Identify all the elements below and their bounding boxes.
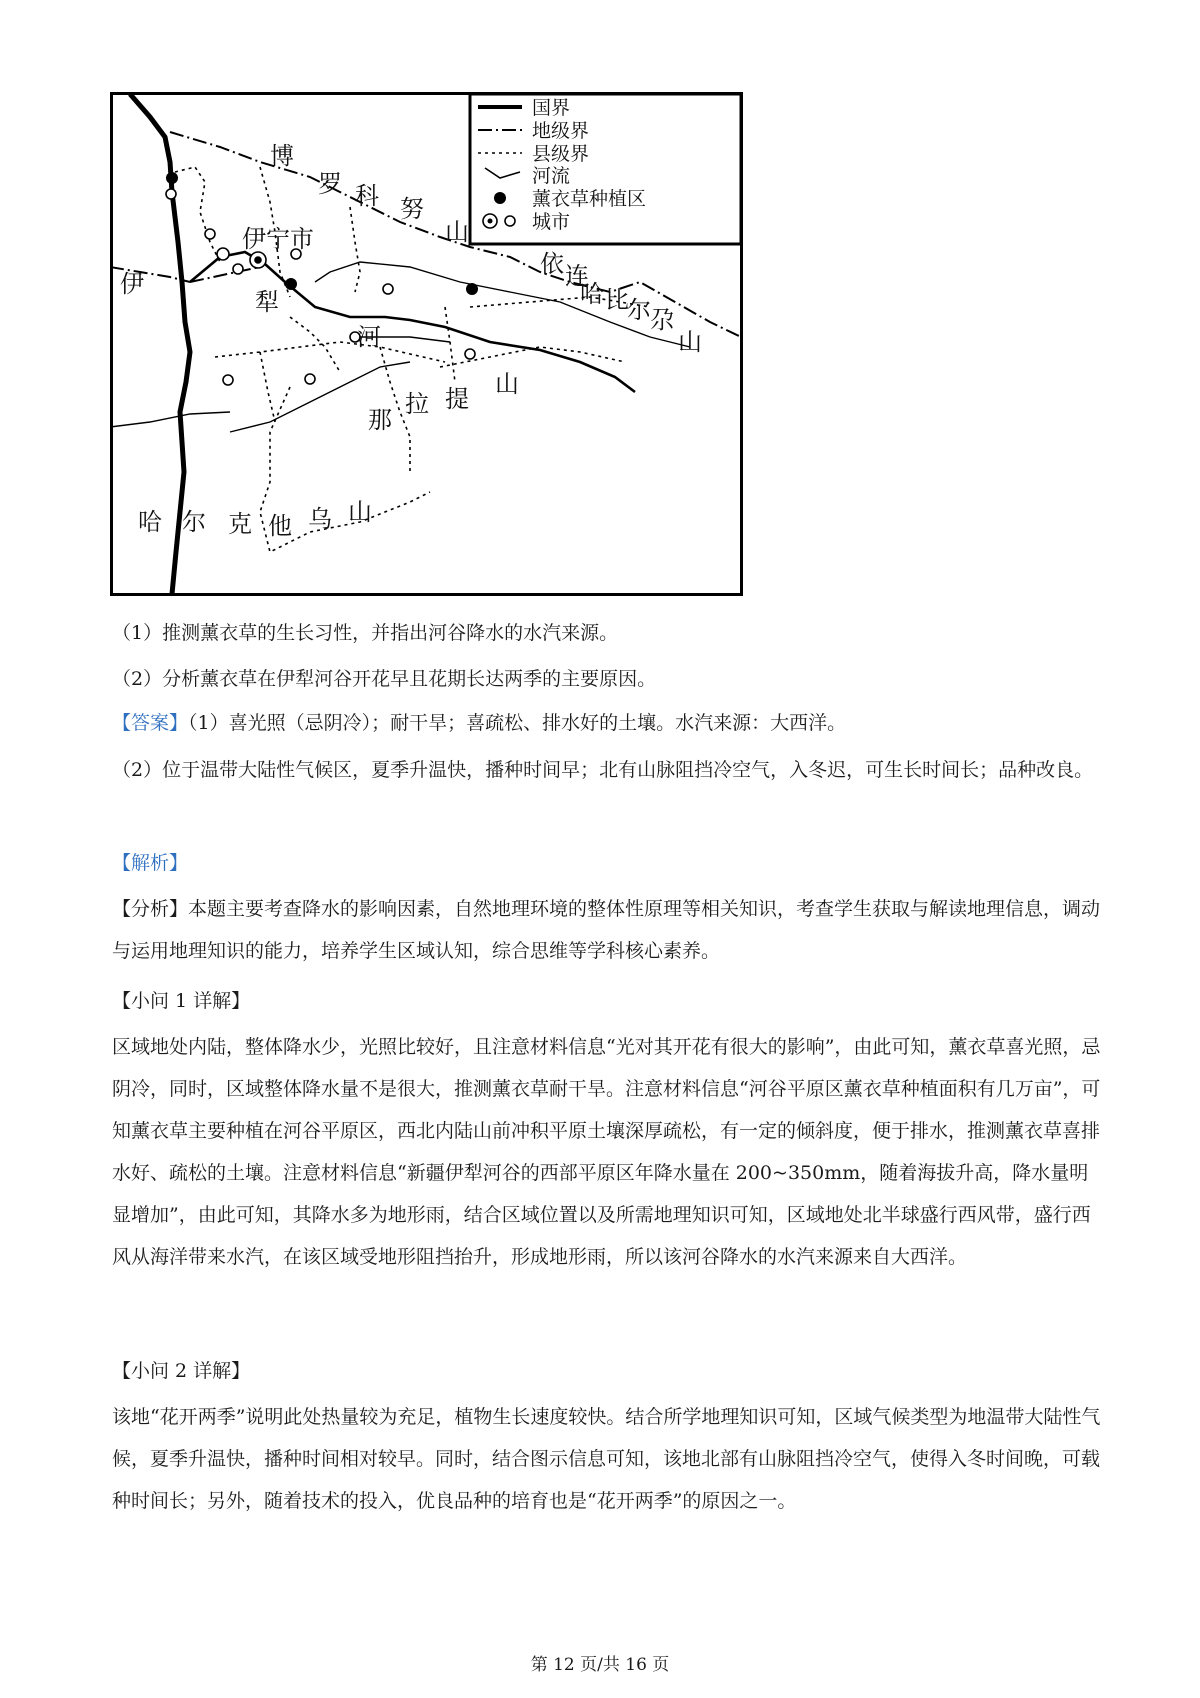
city-marker-prefecture-inner (255, 257, 261, 263)
question-1: （1）推测薰衣草的生长习性，并指出河谷降水的水汽来源。 (112, 622, 619, 644)
legend-lavender-area: 薰衣草种植区 (532, 188, 647, 210)
label-la: 拉 (405, 390, 429, 418)
label-shan-1: 山 (445, 218, 469, 246)
city-marker (166, 189, 176, 199)
lavender-area-dot (285, 278, 297, 290)
yili-valley-map (110, 92, 743, 596)
question-2: （2）分析薰衣草在伊犁河谷开花早且花期长达两季的主要原因。 (112, 668, 657, 690)
label-er-2: 尔 (182, 508, 206, 536)
subquestion-1-title: 【小问 1 详解】 (112, 990, 251, 1012)
city-marker (205, 229, 215, 239)
label-wu: 乌 (308, 505, 332, 533)
city-marker (383, 284, 393, 294)
map-figure (110, 92, 743, 596)
label-shan-4: 山 (348, 498, 372, 526)
analysis-tag: 【解析】 (112, 852, 189, 874)
label-ga: 尕 (650, 306, 674, 334)
answer-2: （2）位于温带大陆性气候区，夏季升温快，播种时间早；北有山脉阻挡冷空气，入冬迟，可生长时间长；品种改良。 (112, 759, 1094, 781)
subquestion-2-title: 【小问 2 详解】 (112, 1360, 251, 1382)
label-li-river: 犁 (255, 288, 279, 316)
city-marker (233, 264, 243, 274)
label-shan-2: 山 (678, 328, 702, 356)
legend-city: 城市 (532, 211, 571, 233)
label-yining-city: 伊宁市 (242, 225, 314, 253)
label-ta: 他 (268, 512, 292, 540)
city-marker (217, 248, 229, 260)
answer-1: （1）喜光照（忌阴冷）；耐干旱；喜疏松、排水好的土壤。水汽来源：大西洋。 (188, 712, 847, 734)
lavender-area-dot (166, 172, 178, 184)
label-ti: 提 (445, 385, 469, 413)
label-ke: 科 (355, 182, 379, 210)
lavender-area-dot (466, 283, 478, 295)
label-ha-2: 哈 (138, 508, 162, 536)
subquestion-1-detail: 区域地处内陆，整体降水少，光照比较好，且注意材料信息“光对其开花有很大的影响”，由此可知，薰衣草喜光照，忌阴冷，同时，区域整体降水量不是很大，推测薰衣草耐干旱。注意材料信息“河谷平原区薰衣草种植面积有几万亩”，可知薰衣草主要种植在河谷平原区，西北内陆山前冲积平原土壤深厚疏松，有一定的倾斜度，便于排水，推测薰衣草喜排水好、疏松的土壤。注意材料信息“新疆伊犁河谷的西部平原区年降水量在 200~350mm，随着海拔升高，降水量明显增加”，由此可知，其降水多为地形雨，结合区域位置以及所需地理知识可知，区域地处北半球盛行西风带，盛行西风从海洋带来水汽，在该区域受地形阻挡抬升，形成地形雨，所以该河谷降水的水汽来源来自大西洋。 (112, 1036, 1101, 1268)
city-marker (305, 374, 315, 384)
city-marker (465, 349, 475, 359)
label-yi-river: 伊 (120, 270, 144, 298)
answer-line-1 (112, 702, 1102, 744)
label-yi-mountain: 依 (540, 250, 564, 278)
answer-tag: 【答案】 (112, 712, 189, 734)
label-nu: 努 (400, 195, 424, 223)
legend-county-border: 县级界 (532, 143, 590, 165)
label-bo: 博 (270, 142, 294, 170)
label-luo: 罗 (318, 170, 342, 198)
label-bi: 比 (605, 286, 629, 314)
label-na: 那 (368, 406, 392, 434)
label-ha-1: 哈 (580, 280, 604, 308)
label-shan-3: 山 (495, 370, 519, 398)
label-lian: 连 (565, 262, 589, 290)
label-he-river: 河 (357, 323, 381, 351)
label-er-1: 尔 (627, 296, 651, 324)
legend (470, 94, 741, 244)
label-ke-2: 克 (228, 510, 252, 538)
legend-river: 河流 (532, 165, 571, 187)
city-marker (223, 375, 233, 385)
analysis-summary: 【分析】本题主要考查降水的影响因素，自然地理环境的整体性原理等相关知识，考查学生获取与解读地理信息，调动与运用地理知识的能力，培养学生区域认知，综合思维等学科核心素养。 (112, 898, 1101, 962)
subquestion-2-detail: 该地“花开两季”说明此处热量较为充足，植物生长速度较快。结合所学地理知识可知，区域气候类型为地温带大陆性气候，夏季升温快，播种时间相对较早。同时，结合图示信息可知，该地北部有山脉阻挡冷空气，使得入冬时间晚，可载种时间长；另外，随着技术的投入，优良品种的培育也是“花开两季”的原因之一。 (112, 1406, 1101, 1512)
legend-prefecture-border: 地级界 (532, 120, 590, 142)
legend-national-border: 国界 (532, 97, 571, 119)
page-footer: 第 12 页/共 16 页 (530, 1655, 670, 1675)
